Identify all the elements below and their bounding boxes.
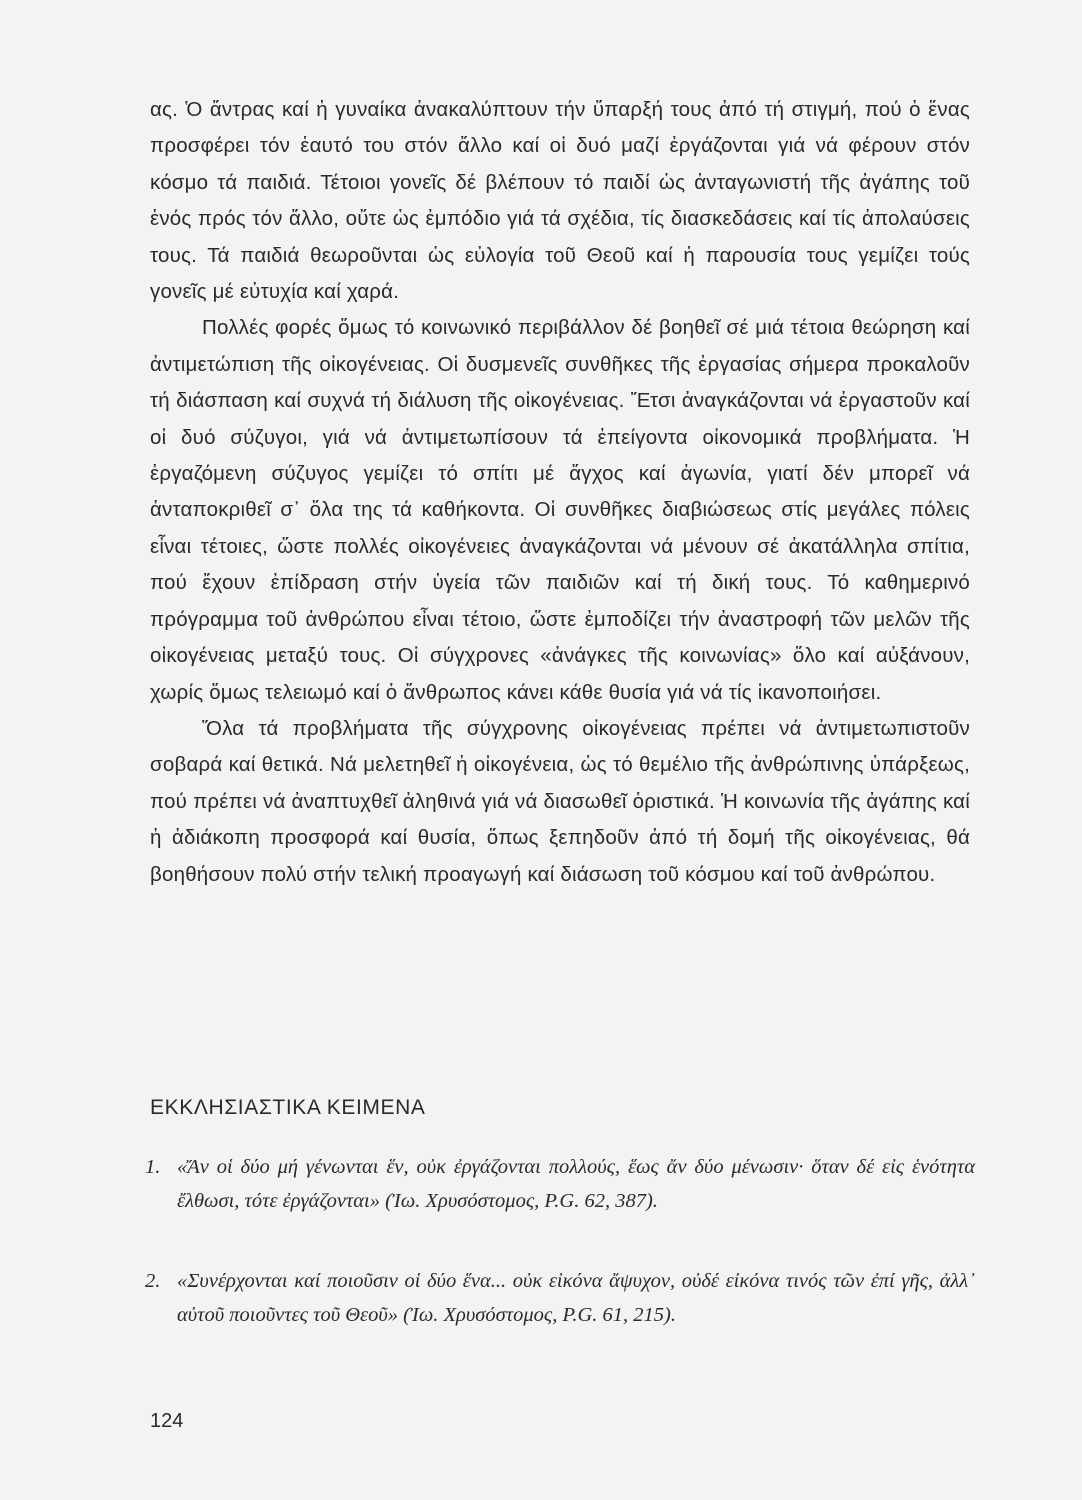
paragraph-1: ας. Ὁ ἄντρας καί ἡ γυναίκα ἀνακαλύπτουν τήν ὕπαρξή τους ἀπό τή στιγμή, πού ὁ ἕνας προσφέρει τόν ἑαυτό του στόν ἄλλο καί οἱ δυό μαζί ἐργάζονται γιά νά φέρουν στόν κόσμο τά παιδιά. Τέτοιοι γονεῖς δέ βλέπουν τό παιδί ὡς ἀνταγωνιστή τῆς ἀγάπης τοῦ ἑνός πρός τόν ἄλλο, οὔτε ὡς ἐμπόδιο γιά τά σχέδια, τίς διασκεδάσεις καί τίς ἀπολαύσεις τους. Τά παιδιά θεωροῦνται ὡς εὐλογία τοῦ Θεοῦ καί ἡ παρουσία τους γεμίζει τούς γονεῖς μέ εὐτυχία καί χαρά. (150, 98, 970, 304)
paragraph-3: Ὅλα τά προβλήματα τῆς σύγχρονης οἰκογένειας πρέπει νά ἀντιμετωπιστοῦν σοβαρά καί θετικά. Νά μελετηθεῖ ἡ οἰκογένεια, ὡς τό θεμέλιο τῆς ἀνθρώπινης ὑπάρξεως, πού πρέπει νά ἀναπτυχθεῖ ἀληθινά γιά νά διασωθεῖ ὁριστικά. Ἡ κοινωνία τῆς ἀγάπης καί ἡ ἀδιάκοπη προσφορά καί θυσία, ὅπως ξεπηδοῦν ἀπό τή δομή τῆς οἰκογένειας, θά βοηθήσουν πολύ στήν τελική προαγωγή καί διάσωση τοῦ κόσμου καί τοῦ ἀνθρώπου. (150, 716, 970, 886)
quote-number: 1. (145, 1156, 161, 1178)
body-text (150, 92, 970, 893)
quotes-list (145, 1150, 975, 1378)
page-number: 124 (150, 1410, 184, 1432)
quote-text: «Ἄν οἱ δύο μή γένωνται ἕν, οὐκ ἐργάζονται πολλούς, ἕως ἄν δύο μένωσιν· ὅταν δέ εἰς ἑνότητα ἔλθωσι, τότε ἐργάζονται» (Ἰω. Χρυσόστομος, P.G. 62, 387). (177, 1156, 975, 1212)
section-heading: ΕΚΚΛΗΣΙΑΣΤΙΚΑ ΚΕΙΜΕΝΑ (150, 1096, 426, 1119)
quote-text: «Συνέρχονται καί ποιοῦσιν οἱ δύο ἕνα... οὐκ εἰκόνα ἄψυχον, οὐδέ εἰκόνα τινός τῶν ἐπί γῆς, ἀλλ᾽ αὐτοῦ ποιοῦντες τοῦ Θεοῦ» (Ἰω. Χρυσόστομος, P.G. 61, 215). (177, 1270, 975, 1326)
quote-item (145, 1150, 975, 1218)
paragraph-2: Πολλές φορές ὅμως τό κοινωνικό περιβάλλον δέ βοηθεῖ σέ μιά τέτοια θεώρηση καί ἀντιμετώπιση τῆς οἰκογένειας. Οἱ δυσμενεῖς συνθῆκες τῆς ἐργασίας σήμερα προκαλοῦν τή διάσπαση καί συχνά τή διάλυση τῆς οἰκογένειας. Ἔτσι ἀναγκάζονται νά ἐργαστοῦν καί οἱ δυό σύζυγοι, γιά νά ἀντιμετωπίσουν τά ἐπείγοντα οἰκονομικά προβλήματα. Ἡ ἐργαζόμενη σύζυγος γεμίζει τό σπίτι μέ ἄγχος καί ἀγωνία, γιατί δέν μπορεῖ νά ἀνταποκριθεῖ σ᾽ ὅλα της τά καθήκοντα. Οἱ συνθῆκες διαβιώσεως στίς μεγάλες πόλεις εἶναι τέτοιες, ὥστε πολλές οἰκογένειες ἀναγκάζονται νά μένουν σέ ἀκατάλληλα σπίτια, πού ἔχουν ἐπίδραση στήν ὑγεία τῶν παιδιῶν καί τή δική τους. Τό καθημερινό πρόγραμμα τοῦ ἀνθρώπου εἶναι τέτοιο, ὥστε ἐμποδίζει τήν ἀναστροφή τῶν μελῶν τῆς οἰκογένειας μεταξύ τους. Οἱ σύγχρονες «ἀνάγκες τῆς κοινωνίας» ὅλο καί αὐξάνουν, χωρίς ὅμως τελειωμό καί ὁ ἄνθρωπος κάνει κάθε θυσία γιά νά τίς ἱκανοποιήσει. (150, 316, 970, 704)
quote-number: 2. (145, 1270, 161, 1292)
quote-item (145, 1264, 975, 1332)
